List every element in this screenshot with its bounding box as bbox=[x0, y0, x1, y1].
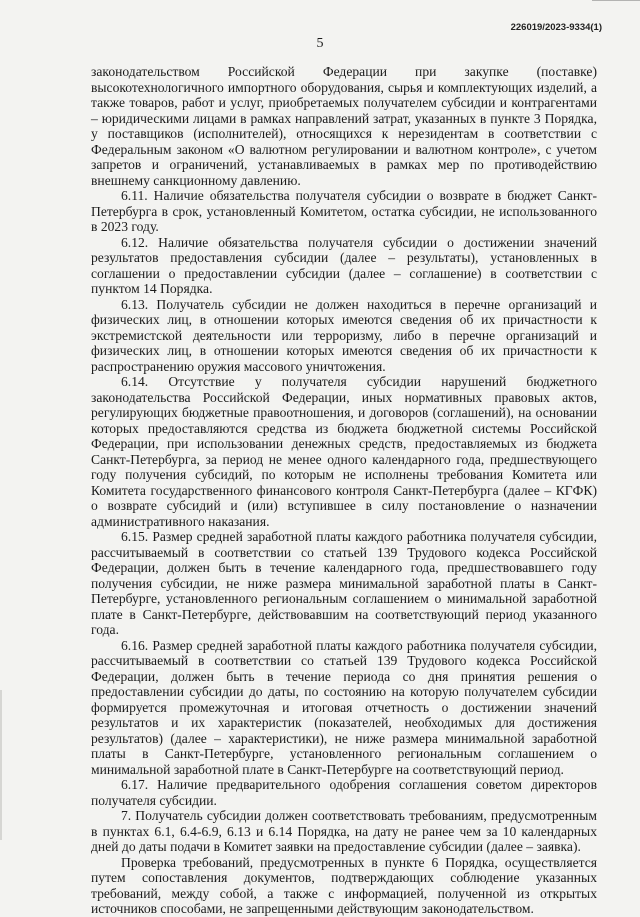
paragraph-7: 7. Получатель субсидии должен соответствовать требованиям, предусмотренным в пунктах 6.1, 6.4-6.9, 6.13 и 6.14 Порядка, на дату не ранее чем за 10 календарных дней до даты подачи в Комитет заявки на предоставление субсидии (далее – заявка). bbox=[91, 808, 597, 854]
paragraph-verification: Проверка требований, предусмотренных в пункте 6 Порядка, осуществляется путем сопоставления документов, подтверждающих соблюдение указанных требований, между собой, а также с информацией, полученной из открытых источников способами, не запрещенными действующим законодательством. bbox=[91, 854, 597, 916]
paragraph-6-11: 6.11. Наличие обязательства получателя субсидии о возврате в бюджет Санкт-Петербурга в срок, установленный Комитетом, остатка субсидии, не использованного в 2023 году. bbox=[91, 188, 597, 234]
scan-edge-mark bbox=[592, 0, 640, 7]
document-body bbox=[91, 64, 597, 917]
paragraph-6-17: 6.17. Наличие предварительного одобрения соглашения советом директоров получателя субсидии. bbox=[91, 777, 597, 808]
paragraph-6-16: 6.16. Размер средней заработной платы каждого работника получателя субсидии, рассчитываемый в соответствии со статьей 139 Трудового кодекса Российской Федерации, должен быть в течение периода со дня принятия решения о предоставлении субсидии до даты, по состоянию на которую получателем субсидии формируется промежуточная и итоговая отчетность о достижении значений результатов и их характеристик (показателей, необходимых для достижения результатов) (далее – характеристики), не ниже размера минимальной заработной платы в Санкт-Петербурге, установленного региональным соглашением о минимальной заработной плате в Санкт-Петербурге на соответствующий период. bbox=[91, 637, 597, 777]
paragraph-6-12: 6.12. Наличие обязательства получателя субсидии о достижении значений результатов предоставления субсидии (далее – результаты), установленных в соглашении о предоставлении субсидии (далее – соглашение) в соответствии с пунктом 14 Порядка. bbox=[91, 234, 597, 296]
document-number: 226019/2023-9334(1) bbox=[510, 22, 602, 33]
page-number: 5 bbox=[316, 36, 324, 51]
scan-shadow bbox=[0, 690, 2, 840]
paragraph-6-14: 6.14. Отсутствие у получателя субсидии нарушений бюджетного законодательства Российской Федерации, иных нормативных правовых актов, регулирующих бюджетные правоотношения, и договоров (соглашений), на основании которых предоставляются средства из бюджета бюджетной системы Российской Федерации, при использовании денежных средств, предоставляемых из бюджета Санкт-Петербурга, за период не менее одного календарного года, предшествующего году получения субсидий, по которым не исполнены требования Комитета или Комитета государственного финансового контроля Санкт-Петербурга (далее – КГФК) о возврате субсидий и (или) вступившее в силу постановление о назначении административного наказания. bbox=[91, 374, 597, 529]
paragraph-continuation: законодательством Российской Федерации при закупке (поставке) высокотехнологичного импортного оборудования, сырья и комплектующих изделий, а также товаров, работ и услуг, приобретаемых получателем субсидии и контрагентами – юридическими лицами в рамках направлений затрат, указанных в пункте 3 Порядка, у поставщиков (исполнителей), относящихся к нерезидентам в соответствии с Федеральным законом «О валютном регулировании и валютном контроле», с учетом запретов и ограничений, устанавливаемых в рамках мер по противодействию внешнему санкционному давлению. bbox=[91, 64, 597, 188]
paragraph-6-15: 6.15. Размер средней заработной платы каждого работника получателя субсидии, рассчитываемый в соответствии со статьей 139 Трудового кодекса Российской Федерации, должен быть в течение календарного года, предшествовавшего году получения субсидии, не ниже размера минимальной заработной платы в Санкт-Петербурге, установленного региональным соглашением о минимальной заработной плате в Санкт-Петербурге, действовавшим на соответствующий период указанного года. bbox=[91, 529, 597, 637]
paragraph-6-13: 6.13. Получатель субсидии не должен находиться в перечне организаций и физических лиц, в отношении которых имеются сведения об их причастности к экстремистской деятельности или терроризму, либо в перечне организаций и физических лиц, в отношении которых имеются сведения об их причастности к распространению оружия массового уничтожения. bbox=[91, 296, 597, 374]
